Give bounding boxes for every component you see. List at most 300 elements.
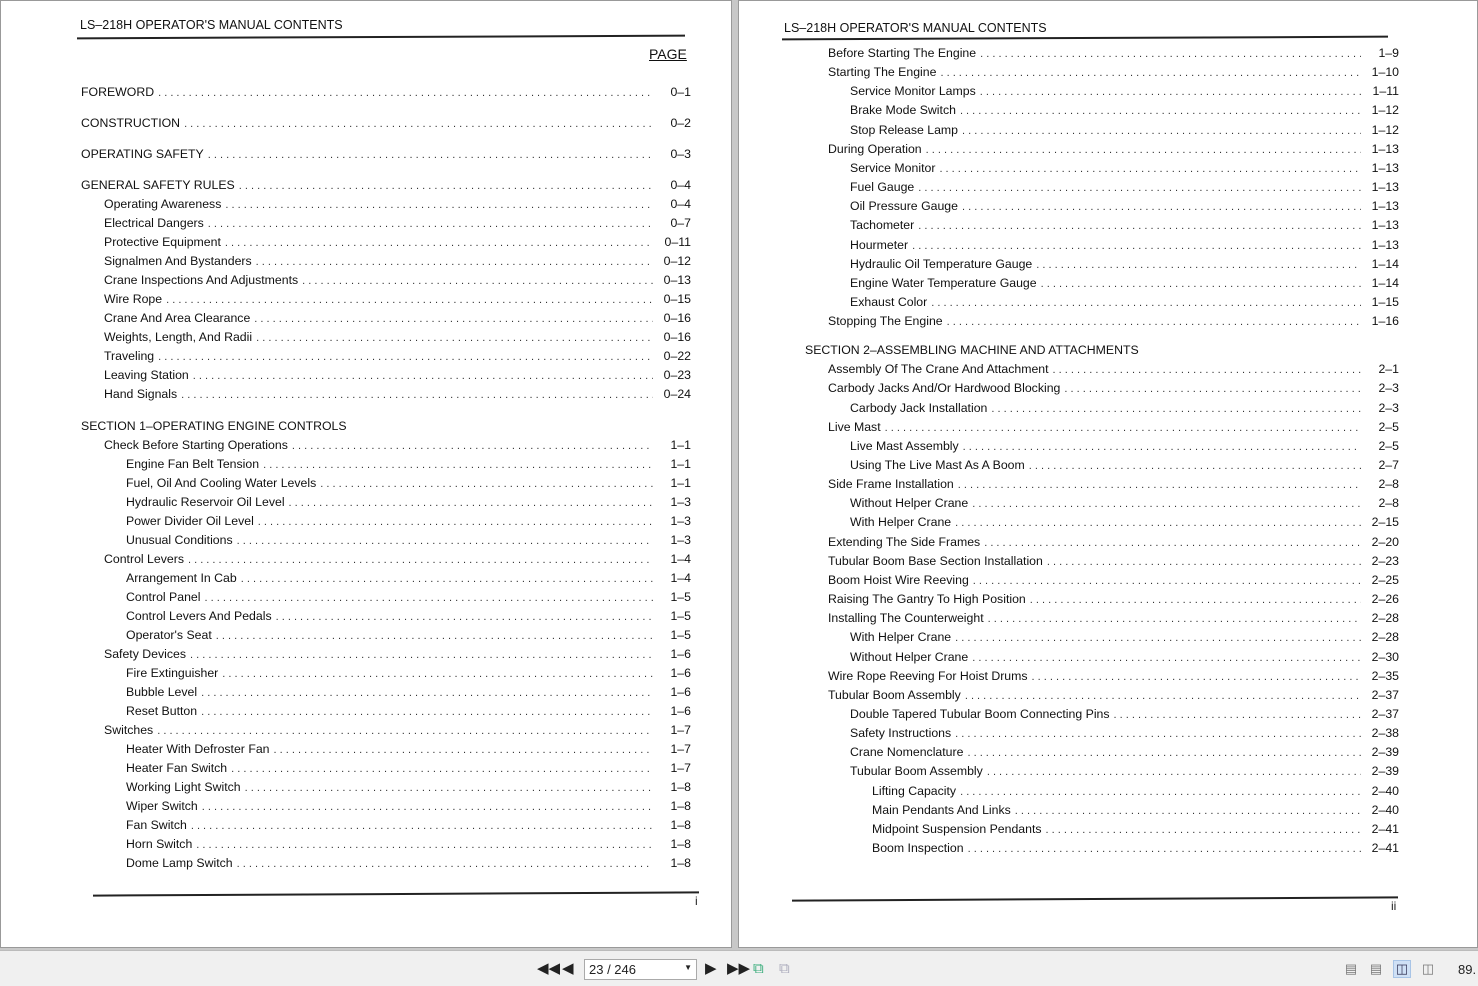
page-number: ii [1391, 899, 1397, 913]
toc-entry[interactable] [805, 535, 1399, 551]
toc-entry-page: 2–35 [1371, 668, 1399, 683]
toc-entry-page: 1–6 [670, 685, 691, 699]
toc-entry-title: SECTION 2–ASSEMBLING MACHINE AND ATTACHMENTS [805, 343, 1139, 358]
toc-entry-page: 2–3 [1378, 381, 1399, 396]
dot-leader [972, 498, 1361, 510]
dot-leader [955, 728, 1361, 740]
toc-entry[interactable] [805, 458, 1399, 474]
dot-leader [241, 573, 653, 585]
dot-leader [166, 294, 653, 306]
toc-entry-page: 1–3 [670, 533, 691, 547]
toc-entry[interactable] [81, 837, 691, 853]
dot-leader [289, 497, 653, 509]
toc-entry-title: Live Mast Assembly [850, 438, 959, 453]
toc-entry-title: Raising The Gantry To High Position [828, 592, 1026, 607]
toc-entry-page: 0–3 [670, 147, 691, 161]
dot-leader [918, 220, 1361, 232]
toc-entry-page: 1–8 [670, 837, 691, 851]
zoom-level[interactable]: 89. [1458, 962, 1477, 977]
toc-entry-page: 2–5 [1378, 419, 1399, 434]
toc-entry-title: Fuel, Oil And Cooling Water Levels [126, 476, 317, 490]
toc-entry-title: Oil Pressure Gauge [850, 199, 958, 214]
dot-leader [191, 820, 653, 832]
toc-entry[interactable] [81, 368, 691, 384]
toc-entry[interactable] [805, 784, 1399, 800]
toc-entry-page: 1–8 [670, 799, 691, 813]
toc-entry-title: Engine Water Temperature Gauge [850, 275, 1037, 290]
toc-entry-title: Control Panel [126, 590, 201, 604]
toc-entry[interactable] [81, 780, 691, 796]
toc-entry-page: 1–1 [670, 438, 691, 452]
toc-entry-page: 1–8 [670, 856, 691, 870]
previous-page-button[interactable]: ◀ [562, 960, 574, 977]
toc-entry[interactable] [805, 515, 1399, 531]
footer-rule [93, 891, 699, 896]
toc-entry-page: 2–25 [1371, 572, 1399, 587]
toc-entry-title: Fuel Gauge [850, 180, 915, 195]
toc-section-heading[interactable] [81, 419, 691, 435]
dot-leader [201, 706, 653, 718]
dot-leader [302, 275, 653, 287]
chevron-down-icon[interactable]: ▼ [684, 963, 692, 972]
toc-entry[interactable] [805, 46, 1399, 62]
dot-leader [1015, 805, 1361, 817]
dot-leader [1047, 556, 1361, 568]
toc-entry-page: 2–37 [1371, 687, 1399, 702]
toc-entry[interactable] [805, 688, 1399, 704]
toc-entry-title: Horn Switch [126, 837, 193, 851]
dot-leader [1114, 709, 1361, 721]
toc-entry[interactable] [81, 216, 691, 232]
dot-leader [1046, 824, 1361, 836]
dot-leader [216, 630, 653, 642]
dot-leader [320, 478, 653, 490]
toc-entry[interactable] [81, 647, 691, 663]
toc-entry-page: 0–7 [670, 216, 691, 230]
toc-entry-page: 1–13 [1371, 160, 1399, 175]
toc-entry[interactable] [805, 745, 1399, 761]
pdf-toolbar [0, 950, 1478, 986]
dot-leader [960, 786, 1361, 798]
back-view-icon[interactable]: ⧉ [753, 960, 764, 977]
continuous-facing-view-icon[interactable]: ◫ [1421, 961, 1435, 976]
toc-entry[interactable] [805, 764, 1399, 780]
header-rule [782, 36, 1388, 40]
toc-entry-page: 2–3 [1378, 400, 1399, 415]
toc-entry-title: Wire Rope [104, 292, 163, 306]
dot-leader [256, 256, 653, 268]
toc-entry[interactable] [81, 476, 691, 492]
toc-entry[interactable] [805, 669, 1399, 685]
toc-entry-title: Tubular Boom Assembly [850, 764, 983, 779]
toc-entry-page: 1–9 [1378, 46, 1399, 60]
toc-entry-page: 2–38 [1371, 726, 1399, 741]
toc-entry-title: Reset Button [126, 704, 198, 718]
dot-leader [1064, 383, 1361, 395]
dot-leader [1032, 671, 1361, 683]
toc-entry[interactable] [805, 314, 1399, 330]
toc-entry[interactable] [805, 84, 1399, 100]
dot-leader [962, 125, 1361, 137]
dot-leader [939, 163, 1361, 175]
toc-entry-page: 0–12 [663, 254, 691, 268]
dot-leader [1041, 278, 1361, 290]
dot-leader [931, 297, 1361, 309]
dot-leader [157, 725, 653, 737]
toc-entry-page: 2–7 [1378, 458, 1399, 472]
toc-entry[interactable] [805, 161, 1399, 177]
toc-entry-title: OPERATING SAFETY [81, 147, 204, 161]
toc-entry-page: 1–13 [1371, 180, 1399, 195]
pdf-page-right [738, 0, 1478, 948]
toc-entry[interactable] [81, 704, 691, 720]
toc-entry[interactable] [81, 761, 691, 777]
toc-entry[interactable] [805, 803, 1399, 819]
toc-entry[interactable] [81, 742, 691, 758]
toc-entry-title: With Helper Crane [850, 515, 952, 530]
dot-leader [926, 144, 1361, 156]
toc-entry-title: Side Frame Installation [828, 477, 954, 492]
page-header: LS–218H OPERATOR'S MANUAL CONTENTS [784, 21, 1047, 35]
dot-leader [1029, 460, 1361, 472]
toc-entry-title: During Operation [828, 141, 922, 156]
toc-entry-page: 0–2 [670, 116, 691, 130]
toc-entry[interactable] [81, 116, 691, 132]
toc-entry-title: Hydraulic Reservoir Oil Level [126, 495, 285, 509]
toc-entry[interactable] [81, 818, 691, 834]
toc-entry-title: Signalmen And Bystanders [104, 254, 252, 268]
toc-entry-title: Boom Hoist Wire Reeving [828, 572, 969, 587]
toc-entry-title: Without Helper Crane [850, 649, 969, 664]
toc-entry-title: Safety Instructions [850, 726, 952, 741]
toc-entry-title: FOREWORD [81, 85, 155, 99]
toc-entry-title: Service Monitor Lamps [850, 84, 976, 99]
toc-entry-title: Leaving Station [104, 368, 189, 382]
toc-entry-title: Stopping The Engine [828, 314, 943, 329]
toc-entry-title: Wire Rope Reeving For Hoist Drums [828, 668, 1028, 683]
toc-entry-title: Check Before Starting Operations [104, 438, 288, 452]
toc-entry[interactable] [805, 822, 1399, 838]
dot-leader [188, 554, 653, 566]
toc-entry[interactable] [81, 349, 691, 365]
dot-leader [208, 149, 653, 161]
dot-leader [231, 763, 653, 775]
toc-entry[interactable] [805, 238, 1399, 254]
dot-leader [947, 316, 1361, 328]
toc-entry[interactable] [805, 573, 1399, 589]
toc-entry-title: Crane Nomenclature [850, 745, 964, 760]
toc-entry-title: Traveling [104, 349, 155, 363]
toc-entry-title: Unusual Conditions [126, 533, 233, 547]
toc-entry-page: 2–39 [1371, 764, 1399, 779]
toc-entry-page: 2–40 [1371, 802, 1399, 817]
toc-entry-page: 2–26 [1371, 592, 1399, 607]
toc-entry-title: Arrangement In Cab [126, 571, 237, 585]
toc-entry-title: Bubble Level [126, 685, 198, 699]
dot-leader [276, 611, 653, 623]
toc-entry[interactable] [81, 685, 691, 701]
toc-entry[interactable] [805, 276, 1399, 292]
toc-entry[interactable] [805, 611, 1399, 627]
toc-entry-page: 2–1 [1378, 362, 1399, 377]
toc-entry-title: Crane And Area Clearance [104, 311, 251, 325]
toc-entry[interactable] [805, 496, 1399, 512]
dot-leader [972, 652, 1361, 664]
dot-leader [980, 86, 1361, 98]
toc-entry-title: Protective Equipment [104, 235, 221, 249]
toc-entry-title: Operating Awareness [104, 197, 222, 211]
toc-entry-page: 2–15 [1371, 515, 1399, 530]
toc-entry-page: 2–8 [1378, 477, 1399, 492]
toc-entry[interactable] [81, 609, 691, 625]
toc-entry-page: 2–39 [1371, 745, 1399, 760]
dot-leader [245, 782, 653, 794]
toc-entry-title: Hydraulic Oil Temperature Gauge [850, 256, 1033, 271]
last-page-button[interactable]: ▶▶ [727, 960, 751, 977]
dot-leader [973, 575, 1361, 587]
toc-entry[interactable] [81, 552, 691, 568]
single-page-view-icon[interactable]: ▤ [1344, 961, 1358, 976]
toc-entry-title: Dome Lamp Switch [126, 856, 233, 870]
toc-entry-title: Brake Mode Switch [850, 103, 956, 118]
next-page-button[interactable]: ▶ [705, 960, 717, 977]
toc-entry-title: Midpoint Suspension Pendants [872, 821, 1042, 836]
toc-entry[interactable] [805, 401, 1399, 417]
toc-entry[interactable] [81, 387, 691, 403]
toc-entry[interactable] [81, 254, 691, 270]
toc-entry[interactable] [81, 590, 691, 606]
toc-entry[interactable] [81, 514, 691, 530]
page-number: i [695, 894, 698, 908]
toc-entry-page: 2–30 [1371, 649, 1399, 664]
toc-entry-page: 1–1 [670, 476, 691, 490]
toc-entry-title: Exhaust Color [850, 294, 928, 309]
toc-entry-title: Live Mast [828, 419, 881, 434]
dot-leader [193, 370, 653, 382]
toc-entry[interactable] [81, 533, 691, 549]
dot-leader [955, 517, 1361, 529]
toc-entry-title: Hand Signals [104, 387, 178, 401]
toc-entry-page: 0–23 [663, 368, 691, 382]
toc-entry-page: 1–7 [670, 723, 691, 737]
toc-entry-page: 1–16 [1371, 314, 1399, 329]
dot-leader [225, 237, 653, 249]
toc-entry-title: Crane Inspections And Adjustments [104, 273, 299, 287]
toc-entry[interactable] [81, 235, 691, 251]
toc-entry[interactable] [81, 799, 691, 815]
page-number-value: 23 / 246 [589, 962, 636, 977]
dot-leader [1053, 364, 1361, 376]
toc-entry[interactable] [805, 199, 1399, 215]
toc-entry[interactable] [805, 630, 1399, 646]
toc-entry-page: 1–5 [670, 590, 691, 604]
toc-entry[interactable] [805, 650, 1399, 666]
toc-entry-title: Using The Live Mast As A Boom [850, 458, 1025, 472]
toc-entry[interactable] [805, 841, 1399, 857]
toc-entry-title: Main Pendants And Links [872, 802, 1011, 817]
toc-entry-page: 2–40 [1371, 783, 1399, 798]
dot-leader [190, 649, 653, 661]
forward-view-icon[interactable]: ⧉ [779, 960, 790, 977]
toc-entry-title: Operator's Seat [126, 628, 212, 642]
toc-entry-title: Service Monitor [850, 160, 936, 175]
toc-entry[interactable] [81, 438, 691, 454]
dot-leader [205, 592, 653, 604]
toc-entry-page: 1–12 [1371, 122, 1399, 137]
toc-entry-page: 2–41 [1371, 821, 1399, 836]
toc-entry-title: Without Helper Crane [850, 496, 969, 511]
toc-entry[interactable] [81, 147, 691, 163]
dot-leader [987, 766, 1361, 778]
continuous-view-icon[interactable]: ▤ [1369, 961, 1383, 976]
toc-entry[interactable] [81, 571, 691, 587]
toc-entry-page: 1–15 [1371, 294, 1399, 309]
toc-entry[interactable] [81, 628, 691, 644]
toc-entry[interactable] [805, 103, 1399, 119]
page-number-field[interactable] [584, 959, 697, 980]
toc-entry[interactable] [81, 723, 691, 739]
toc-entry[interactable] [81, 330, 691, 346]
toc-entry-title: Fan Switch [126, 818, 187, 832]
toc-entry[interactable] [81, 178, 691, 194]
toc-entry-title: Tubular Boom Assembly [828, 687, 961, 702]
first-page-button[interactable]: ◀◀ [537, 960, 561, 977]
dot-leader [254, 313, 653, 325]
dot-leader [912, 240, 1361, 252]
toc-entry[interactable] [81, 457, 691, 473]
toc-section-heading[interactable] [805, 343, 1399, 359]
dot-leader [225, 199, 653, 211]
toc-entry-page: 2–28 [1371, 611, 1399, 626]
toc-entry-title: Assembly Of The Crane And Attachment [828, 362, 1049, 377]
toc-entry[interactable] [81, 495, 691, 511]
toc-entry-page: 1–13 [1371, 237, 1399, 252]
dot-leader [274, 744, 653, 756]
toc-entry[interactable] [81, 197, 691, 213]
toc-entry-title: Weights, Length, And Radii [104, 330, 253, 344]
toc-entry[interactable] [805, 65, 1399, 81]
toc-entry[interactable] [81, 273, 691, 289]
toc-entry-title: Safety Devices [104, 647, 187, 661]
dot-leader [158, 87, 653, 99]
dot-leader [988, 613, 1361, 625]
dot-leader [991, 403, 1361, 415]
dot-leader [968, 843, 1361, 855]
toc-entry-page: 2–5 [1378, 438, 1399, 453]
toc-entry-title: Extending The Side Frames [828, 534, 981, 549]
toc-entry[interactable] [805, 707, 1399, 723]
toc-entry-page: 2–37 [1371, 706, 1399, 721]
toc-entry[interactable] [805, 180, 1399, 196]
toc-entry-page: 2–20 [1371, 534, 1399, 549]
toc-entry-title: Power Divider Oil Level [126, 514, 254, 528]
dot-leader [1030, 594, 1361, 606]
dot-leader [184, 118, 653, 130]
toc-entry-title: Double Tapered Tubular Boom Connecting Pins [850, 706, 1110, 721]
toc-entry-page: 2–28 [1371, 630, 1399, 645]
toc-entry-title: Hourmeter [850, 237, 909, 252]
dot-leader [980, 48, 1361, 60]
dot-leader [181, 389, 653, 401]
footer-rule [792, 896, 1398, 901]
toc-entry-page: 2–8 [1378, 496, 1399, 511]
toc-entry[interactable] [805, 477, 1399, 493]
toc-entry-title: Heater Fan Switch [126, 761, 228, 775]
toc-entry-page: 1–5 [670, 609, 691, 623]
toc-entry[interactable] [805, 123, 1399, 139]
dot-leader [885, 422, 1361, 434]
toc-entry-title: Heater With Defroster Fan [126, 742, 270, 756]
toc-entry-title: Control Levers [104, 552, 184, 566]
dot-leader [196, 839, 653, 851]
toc-entry[interactable] [805, 554, 1399, 570]
header-rule [77, 35, 685, 39]
dot-leader [940, 67, 1361, 79]
toc-entry-page: 1–7 [670, 761, 691, 775]
dot-leader [292, 440, 653, 452]
toc-entry-page: 0–22 [663, 349, 691, 363]
toc-entry[interactable] [81, 311, 691, 327]
toc-entry-page: 1–1 [670, 457, 691, 471]
facing-pages-view-icon[interactable]: ◫ [1393, 960, 1411, 978]
dot-leader [258, 516, 653, 528]
toc-entry-title: Tubular Boom Base Section Installation [828, 553, 1043, 568]
toc-entry-page: 0–4 [670, 197, 691, 211]
toc-entry[interactable] [805, 439, 1399, 455]
toc-entry[interactable] [805, 726, 1399, 742]
toc-entry[interactable] [81, 85, 691, 101]
toc-entry[interactable] [81, 666, 691, 682]
toc-entry[interactable] [805, 295, 1399, 311]
toc-entry-title: Carbody Jacks And/Or Hardwood Blocking [828, 381, 1061, 396]
toc-entry-title: Boom Inspection [872, 841, 964, 855]
toc-entry[interactable] [805, 257, 1399, 273]
toc-entry-title: Installing The Counterweight [828, 611, 984, 626]
page-column-label: PAGE [649, 46, 687, 62]
dot-leader [962, 201, 1361, 213]
toc-entry-page: 1–3 [670, 495, 691, 509]
dot-leader [967, 747, 1361, 759]
toc-entry[interactable] [805, 381, 1399, 397]
toc-entry-page: 1–12 [1371, 103, 1399, 118]
toc-entry-page: 1–10 [1371, 65, 1399, 80]
toc-entry-page: 1–4 [670, 571, 691, 585]
toc-entry-page: 1–6 [670, 666, 691, 680]
toc-entry[interactable] [805, 142, 1399, 158]
toc-entry-title: Engine Fan Belt Tension [126, 457, 260, 471]
toc-entry-page: 0–24 [663, 387, 691, 401]
toc-entry-page: 1–4 [670, 552, 691, 566]
toc-entry-title: SECTION 1–OPERATING ENGINE CONTROLS [81, 419, 347, 433]
toc-entry-page: 1–13 [1371, 218, 1399, 233]
toc-entry[interactable] [805, 362, 1399, 378]
toc-entry[interactable] [805, 592, 1399, 608]
dot-leader [202, 801, 653, 813]
toc-entry-page: 1–8 [670, 818, 691, 832]
toc-entry-page: 1–13 [1371, 199, 1399, 214]
toc-entry-page: 1–5 [670, 628, 691, 642]
dot-leader [965, 690, 1361, 702]
toc-entry[interactable] [81, 292, 691, 308]
toc-entry[interactable] [805, 420, 1399, 436]
dot-leader [955, 632, 1361, 644]
dot-leader [222, 668, 653, 680]
toc-entry[interactable] [805, 218, 1399, 234]
toc-entry-page: 1–8 [670, 780, 691, 794]
dot-leader [237, 535, 653, 547]
toc-entry-page: 0–16 [663, 311, 691, 325]
toc-entry[interactable] [81, 856, 691, 872]
